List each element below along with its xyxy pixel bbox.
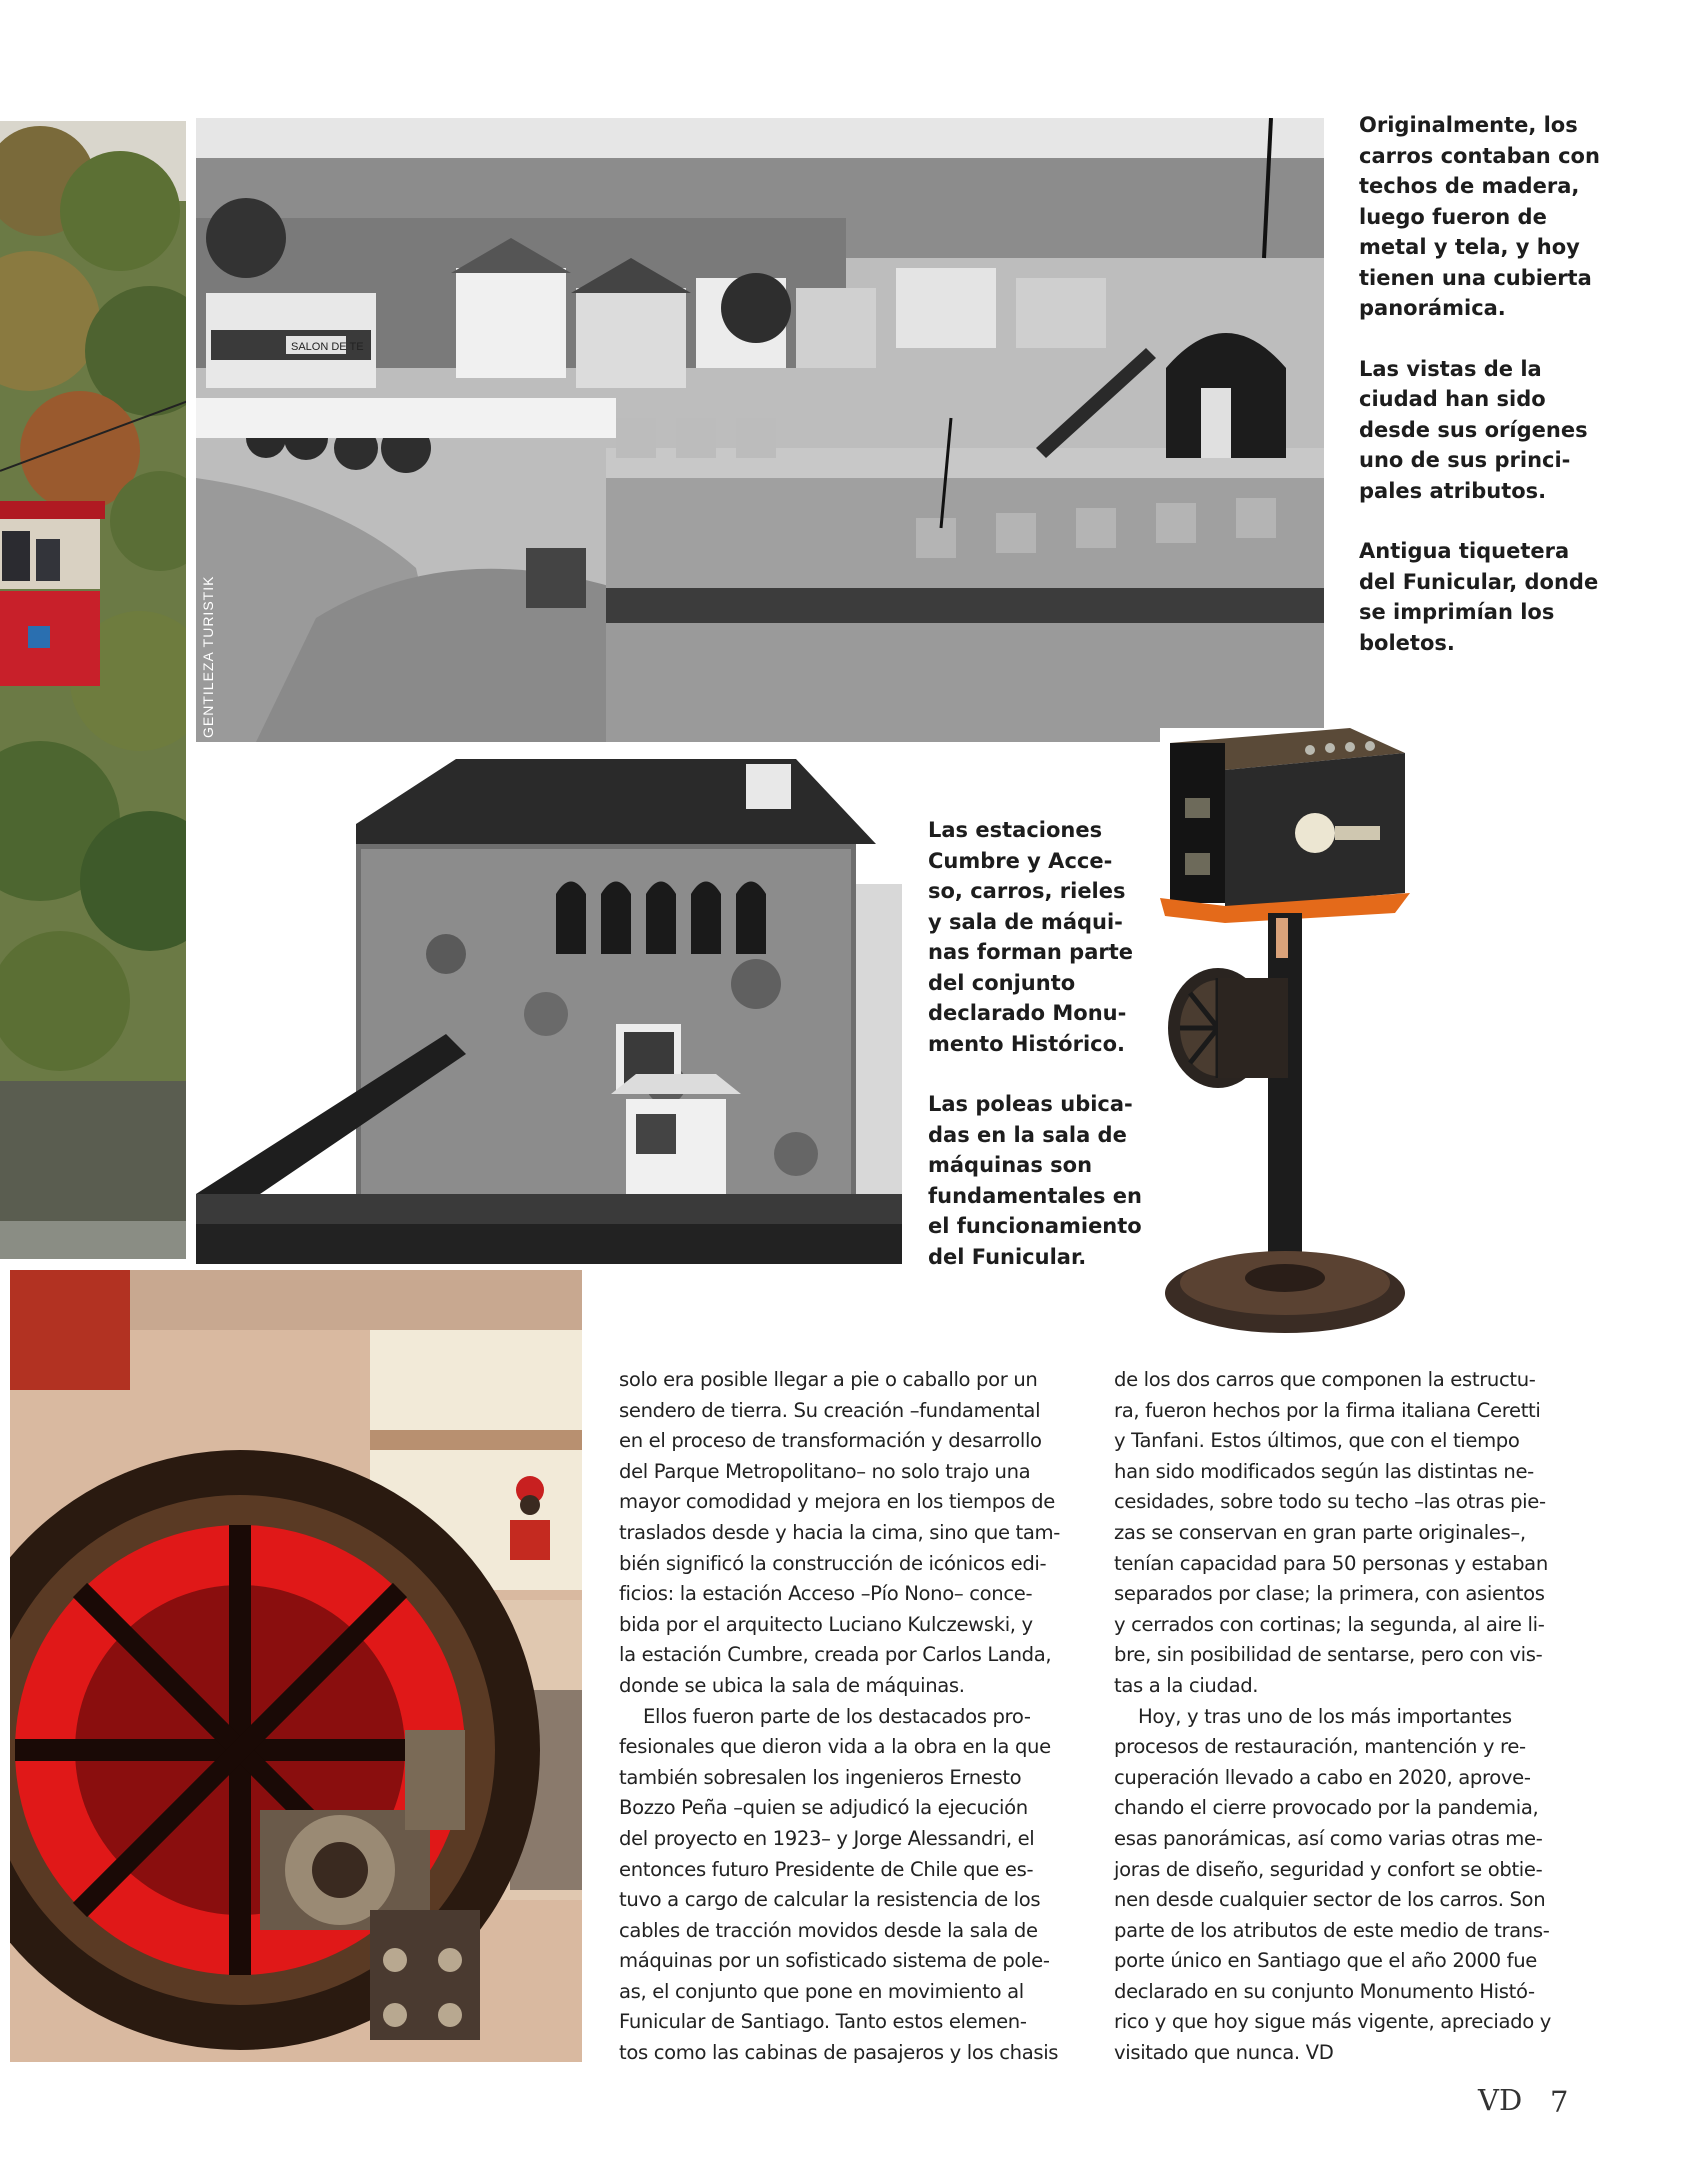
body-line: Bozzo Peña –quien se adjudicó la ejecución bbox=[619, 1796, 1028, 1820]
body-line: parte de los atributos de este medio de trans- bbox=[1114, 1918, 1550, 1942]
body-line: del proyecto en 1923– y Jorge Alessandri, el bbox=[619, 1826, 1035, 1850]
caption-line: se imprimían los bbox=[1359, 600, 1555, 624]
caption-line: del conjunto bbox=[928, 970, 1076, 995]
body-line: y cerrados con cortinas; la segunda, al aire li- bbox=[1114, 1612, 1545, 1636]
body-line: tos como las cabinas de pasajeros y los chasis bbox=[619, 2041, 1059, 2065]
caption-line: ciudad han sido bbox=[1359, 387, 1546, 411]
stone-station-photo bbox=[196, 754, 902, 1264]
caption-line: metal y tela, y hoy bbox=[1359, 235, 1580, 259]
body-line: visitado que nunca. VD bbox=[1114, 2041, 1334, 2065]
caption-line: declarado Monu- bbox=[928, 1001, 1127, 1025]
body-line: donde se ubica la sala de máquinas. bbox=[619, 1673, 965, 1697]
body-line: tas a la ciudad. bbox=[1114, 1673, 1259, 1697]
caption-views bbox=[1359, 354, 1679, 507]
caption-line: mento Histórico. bbox=[928, 1031, 1125, 1056]
body-line: chando el cierre provocado por la pandemia, bbox=[1114, 1796, 1539, 1820]
body-line: máquinas por un sofisticado sistema de pole- bbox=[619, 1949, 1050, 1973]
ticket-machine-photo bbox=[1160, 728, 1422, 1336]
caption-line: Las vistas de la bbox=[1359, 356, 1542, 381]
body-line: Hoy, y tras uno de los más importantes bbox=[1138, 1704, 1512, 1728]
caption-line: Las poleas ubica- bbox=[928, 1092, 1133, 1116]
historic-city-photo bbox=[196, 118, 1324, 742]
body-line: fesionales que dieron vida a la obra en la que bbox=[619, 1735, 1051, 1759]
body-line: solo era posible llegar a pie o caballo por un bbox=[619, 1368, 1038, 1391]
body-line: y Tanfani. Estos últimos, que con el tiempo bbox=[1114, 1429, 1520, 1453]
body-line: porte único en Santiago que el año 2000 fue bbox=[1114, 1949, 1537, 1973]
body-column-left bbox=[619, 1365, 1079, 2069]
captions-mid bbox=[928, 815, 1148, 1302]
body-line: ficios: la estación Acceso –Pío Nono– conce- bbox=[619, 1582, 1033, 1606]
caption-line: uno de sus princi- bbox=[1359, 448, 1571, 472]
page-number: 7 bbox=[1550, 2085, 1569, 2119]
photo-credit-mid: GENTILEZA TURISTIK bbox=[200, 773, 216, 936]
funicular-car-photo bbox=[0, 121, 188, 1259]
caption-line: techos de madera, bbox=[1359, 174, 1580, 198]
body-line: joras de diseño, seguridad y confort se obtie- bbox=[1114, 1857, 1543, 1881]
body-line: del Parque Metropolitano– no solo trajo una bbox=[619, 1459, 1031, 1483]
caption-line: tienen una cubierta bbox=[1359, 265, 1592, 290]
body-line: bre, sin posibilidad de sentarse, pero con vis- bbox=[1114, 1643, 1543, 1667]
caption-line: Cumbre y Acce- bbox=[928, 848, 1113, 873]
body-line: la estación Cumbre, creada por Carlos Landa, bbox=[619, 1643, 1052, 1667]
caption-line: boletos. bbox=[1359, 630, 1455, 655]
body-line: Funicular de Santiago. Tanto estos elemen- bbox=[619, 2010, 1027, 2034]
body-line: esas panorámicas, así como varias otras me- bbox=[1114, 1826, 1543, 1850]
folio-brand: VD bbox=[1478, 2083, 1523, 2117]
caption-line: so, carros, rieles bbox=[928, 879, 1126, 903]
body-line: entonces futuro Presidente de Chile que es- bbox=[619, 1857, 1034, 1881]
body-line: cesidades, sobre todo su techo –las otras pie- bbox=[1114, 1490, 1546, 1514]
body-column-right bbox=[1114, 1365, 1574, 2069]
caption-line: Las estaciones bbox=[928, 818, 1103, 842]
body-line: declarado en su conjunto Monumento Histó- bbox=[1114, 1979, 1535, 2003]
body-line: ra, fueron hechos por la firma italiana Ceretti bbox=[1114, 1398, 1541, 1422]
captions-top bbox=[1359, 110, 1679, 688]
body-line: zas se conservan en gran parte originales–, bbox=[1114, 1520, 1526, 1544]
caption-line: del Funicular, donde bbox=[1359, 569, 1599, 594]
body-line: procesos de restauración, mantención y re- bbox=[1114, 1735, 1526, 1759]
body-line: también sobresalen los ingenieros Ernesto bbox=[619, 1765, 1022, 1789]
salon-de-te-sign: SALON DE TE bbox=[291, 341, 364, 353]
caption-line: Antigua tiquetera bbox=[1359, 539, 1570, 563]
body-line: traslados desde y hacia la cima, sino que tam- bbox=[619, 1520, 1061, 1544]
caption-pulleys bbox=[928, 1089, 1148, 1272]
caption-line: das en la sala de bbox=[928, 1122, 1127, 1147]
body-line: en el proceso de transformación y desarrollo bbox=[619, 1429, 1042, 1453]
body-line: sendero de tierra. Su creación –fundamental bbox=[619, 1398, 1041, 1422]
body-line: bién significó la construcción de icónicos edi- bbox=[619, 1551, 1047, 1575]
caption-roofs bbox=[1359, 110, 1679, 324]
caption-ticket-machine bbox=[1359, 536, 1679, 658]
body-line: rico y que hoy sigue más vigente, apreciado y bbox=[1114, 2010, 1551, 2034]
caption-line: del Funicular. bbox=[928, 1244, 1087, 1269]
photo-credit-top: GENTILEZA TURISTIK bbox=[200, 575, 216, 738]
body-line: nen desde cualquier sector de los carros. Son bbox=[1114, 1888, 1546, 1912]
photo-divider bbox=[186, 121, 194, 1259]
body-line: Ellos fueron parte de los destacados pro- bbox=[643, 1704, 1031, 1728]
caption-line: fundamentales en bbox=[928, 1183, 1142, 1208]
caption-line: carros contaban con bbox=[1359, 143, 1600, 168]
body-line: tenían capacidad para 50 personas y estaban bbox=[1114, 1551, 1548, 1575]
pulley-machinery-photo bbox=[10, 1270, 582, 2062]
car-roof bbox=[0, 501, 105, 519]
body-line: tuvo a cargo de calcular la resistencia de los bbox=[619, 1888, 1041, 1912]
caption-line: luego fueron de bbox=[1359, 204, 1547, 229]
body-line: bida por el arquitecto Luciano Kulczewski, y bbox=[619, 1612, 1033, 1636]
caption-line: máquinas son bbox=[928, 1153, 1093, 1177]
caption-stations bbox=[928, 815, 1148, 1059]
caption-line: Originalmente, los bbox=[1359, 113, 1578, 137]
caption-line: desde sus orígenes bbox=[1359, 417, 1588, 442]
body-line: cables de tracción movidos desde la sala de bbox=[619, 1918, 1038, 1942]
body-line: de los dos carros que componen la estructu- bbox=[1114, 1368, 1536, 1391]
caption-line: el funcionamiento bbox=[928, 1214, 1142, 1238]
caption-line: nas forman parte bbox=[928, 940, 1134, 964]
body-line: cuperación llevado a cabo en 2020, aprove- bbox=[1114, 1765, 1531, 1789]
body-line: mayor comodidad y mejora en los tiempos de bbox=[619, 1490, 1055, 1514]
body-line: han sido modificados según las distintas ne- bbox=[1114, 1459, 1534, 1483]
caption-line: pales atributos. bbox=[1359, 478, 1547, 503]
caption-line: panorámica. bbox=[1359, 296, 1506, 320]
body-line: as, el conjunto que pone en movimiento al bbox=[619, 1979, 1024, 2003]
caption-line: y sala de máqui- bbox=[928, 909, 1123, 934]
body-line: separados por clase; la primera, con asientos bbox=[1114, 1582, 1545, 1606]
